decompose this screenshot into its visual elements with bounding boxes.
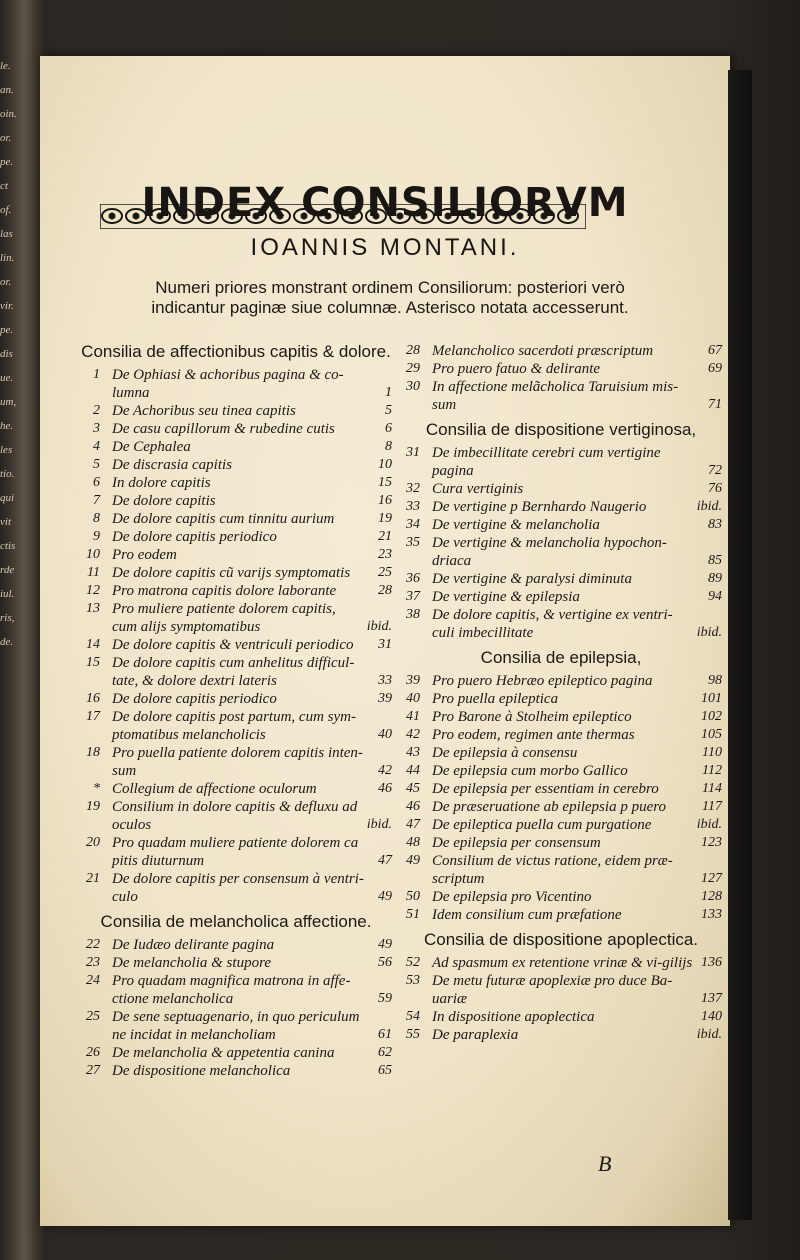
index-entry	[400, 888, 722, 906]
index-entry	[400, 498, 722, 516]
index-entry	[80, 936, 392, 954]
entry-page: 69	[708, 361, 722, 376]
entry-title: De dolore capitis	[112, 493, 216, 509]
entry-page: 102	[701, 709, 722, 724]
entry-title: Pro eodem, regimen ante thermas	[432, 727, 635, 743]
entry-title: Pro Barone à Stolheim epileptico	[432, 709, 632, 725]
entry-page: 15	[378, 475, 392, 490]
index-entry	[400, 672, 722, 690]
entry-number: 46	[406, 799, 420, 814]
entry-title: De epilepsia cum morbo Gallico	[432, 763, 628, 779]
previous-page-fragment: rde	[0, 564, 15, 576]
index-entry	[80, 636, 392, 654]
entry-number: 52	[406, 955, 420, 970]
previous-page-fragment: pe.	[0, 324, 14, 336]
index-entry	[80, 366, 392, 402]
index-entry	[400, 588, 722, 606]
index-entry	[400, 342, 722, 360]
previous-page-fragment: pe.	[0, 156, 14, 168]
entry-page: 133	[701, 907, 722, 922]
entry-number: 31	[406, 445, 420, 460]
index-entry	[400, 972, 722, 1008]
entry-page: 112	[702, 763, 722, 778]
entry-page: 6	[385, 421, 392, 436]
previous-page-fragment: or.	[0, 276, 12, 288]
entry-title: De vertigine & melancholia hypochon-driaca	[432, 535, 667, 569]
index-entry	[80, 600, 392, 636]
entry-title: De dolore capitis periodico	[112, 529, 277, 545]
previous-page-fragment: ue.	[0, 372, 14, 384]
index-entry	[400, 606, 722, 642]
index-title: INDEX CONSILIORVM	[141, 180, 629, 226]
entry-page: 110	[702, 745, 722, 760]
entry-title: Consilium in dolore capitis & defluxu ad oculos	[112, 799, 358, 833]
index-entry	[80, 972, 392, 1008]
entry-page: 71	[708, 397, 722, 412]
right-column	[400, 342, 722, 1044]
entry-title: De dolore capitis post partum, cum sym-ptomatibus melancholicis	[112, 709, 356, 743]
entry-page: 94	[708, 589, 722, 604]
entry-number: 15	[86, 655, 100, 670]
entry-title: De dolore capitis cum tinnitu aurium	[112, 511, 335, 527]
entry-number: 54	[406, 1009, 420, 1024]
entry-number: 5	[93, 457, 100, 472]
index-entry	[80, 438, 392, 456]
entry-number: 49	[406, 853, 420, 868]
index-entry	[400, 516, 722, 534]
entry-number: 50	[406, 889, 420, 904]
entry-number: 11	[87, 565, 100, 580]
index-entry	[80, 690, 392, 708]
entry-number: 42	[406, 727, 420, 742]
entry-title: De præseruatione ab epilepsia p puero	[432, 799, 667, 815]
entry-page: 21	[378, 529, 392, 544]
entry-title: Pro muliere patiente dolorem capitis, cum alijs symptomatibus	[112, 601, 336, 635]
entry-title: De epilepsia per consensum	[432, 835, 601, 851]
entry-page: 39	[378, 691, 392, 706]
previous-page-fragment: de.	[0, 636, 14, 648]
section-heading: Consilia de affectionibus capitis & dolore.	[81, 342, 391, 361]
index-entry	[80, 1062, 392, 1080]
previous-page-fragment: he.	[0, 420, 14, 432]
entry-page: 59	[378, 991, 392, 1006]
index-entry	[400, 798, 722, 816]
entry-page: 83	[708, 517, 722, 532]
entry-title: Pro quadam magnifica matrona in affe-ctione melancholica	[112, 973, 351, 1007]
entry-title: De epilepsia per essentiam in cerebro	[432, 781, 659, 797]
index-entry	[400, 1008, 722, 1026]
entry-title: De dolore capitis cum anhelitus difficul-tate, & dolore dextri lateris	[112, 655, 355, 689]
entry-number: 29	[406, 361, 420, 376]
entry-page: 1	[385, 385, 392, 400]
entry-number: 22	[86, 937, 100, 952]
previous-page-fragment: tio.	[0, 468, 15, 480]
entry-title: De dolore capitis per consensum à ventri-culo	[112, 871, 364, 905]
previous-page-fragment: oin.	[0, 108, 17, 120]
entry-title: De dolore capitis cũ varijs symptomatis	[112, 565, 351, 581]
index-entry	[80, 420, 392, 438]
entry-number: 23	[86, 955, 100, 970]
entry-title: De dolore capitis, & vertigine ex ventri-culi imbecillitate	[432, 607, 673, 641]
entry-number: 25	[86, 1009, 100, 1024]
entry-page: 76	[708, 481, 722, 496]
entry-page: 5	[385, 403, 392, 418]
entry-number: 19	[86, 799, 100, 814]
index-entry	[400, 780, 722, 798]
index-entry	[400, 480, 722, 498]
entry-title: De dolore capitis periodico	[112, 691, 277, 707]
entry-number: 21	[86, 871, 100, 886]
entry-title: De paraplexia	[432, 1027, 519, 1043]
entry-title: De melancholia & appetentia canina	[112, 1045, 335, 1061]
previous-page-fragment: ctis	[0, 540, 16, 552]
entry-number: 41	[406, 709, 420, 724]
section-heading: Consilia de epilepsia,	[480, 648, 642, 667]
previous-page-fragment: las	[0, 228, 13, 240]
entry-page: ibid.	[696, 817, 722, 832]
index-page	[40, 56, 730, 1226]
entry-page: 28	[378, 583, 392, 598]
previous-page-fragment: lin.	[0, 252, 15, 264]
entry-page: 33	[378, 673, 392, 688]
entry-title: De epileptica puella cum purgatione	[432, 817, 652, 833]
entry-number: *	[93, 781, 100, 796]
entry-title: In affectione melãcholica Taruisium mis-sum	[432, 379, 679, 413]
entry-number: 32	[406, 481, 420, 496]
entry-page: ibid.	[696, 625, 722, 640]
entry-number: 51	[406, 907, 420, 922]
index-entry	[80, 1044, 392, 1062]
previous-page-edge	[0, 60, 30, 700]
index-entry	[400, 852, 722, 888]
entry-title: De imbecillitate cerebri cum vertigine pagina	[432, 445, 661, 479]
entry-number: 45	[406, 781, 420, 796]
entry-number: 33	[406, 499, 420, 514]
entry-page: 61	[378, 1027, 392, 1042]
entry-number: 27	[86, 1063, 100, 1078]
entry-page: 101	[701, 691, 722, 706]
entry-title: In dispositione apoplectica	[432, 1009, 595, 1025]
entry-number: 55	[406, 1027, 420, 1042]
index-entry	[400, 726, 722, 744]
entry-number: 9	[93, 529, 100, 544]
previous-page-fragment: les	[0, 444, 13, 456]
intro-note: Numeri priores monstrant ordinem Consiliorum: posteriori verò indicantur paginæ siue columnæ. Asterisco notata accesserunt.	[151, 278, 629, 317]
entry-page: ibid.	[696, 1027, 722, 1042]
entry-title: De vertigine & epilepsia	[432, 589, 580, 605]
entry-page: 56	[378, 955, 392, 970]
entry-number: 39	[406, 673, 420, 688]
entry-page: ibid.	[366, 619, 392, 634]
index-entry	[400, 444, 722, 480]
entry-title: Pro eodem	[112, 547, 177, 563]
previous-page-fragment: um,	[0, 396, 17, 408]
entry-page: 140	[701, 1009, 722, 1024]
index-entry	[80, 510, 392, 528]
entry-title: De casu capillorum & rubedine cutis	[112, 421, 335, 437]
entry-page: 137	[701, 991, 722, 1006]
index-entry	[400, 360, 722, 378]
entry-title: De dispositione melancholica	[112, 1063, 291, 1079]
index-entry	[80, 744, 392, 780]
entry-number: 14	[86, 637, 100, 652]
entry-title: Pro puella epileptica	[432, 691, 559, 707]
entry-number: 8	[93, 511, 100, 526]
entry-title: De discrasia capitis	[112, 457, 232, 473]
left-column	[80, 342, 392, 1080]
entry-title: De Ophiasi & achoribus pagina & co-lumna	[112, 367, 344, 401]
entry-number: 12	[86, 583, 100, 598]
index-entry	[80, 402, 392, 420]
entry-title: De sene septuagenario, in quo periculum ne incidat in melancholiam	[112, 1009, 360, 1043]
previous-page-fragment: qui	[0, 492, 15, 504]
index-entry	[400, 708, 722, 726]
index-entry	[80, 954, 392, 972]
entry-title: De epilepsia à consensu	[432, 745, 578, 761]
entry-number: 48	[406, 835, 420, 850]
entry-title: Collegium de affectione oculorum	[112, 781, 317, 797]
entry-title: Pro puella patiente dolorem capitis inten-sum	[112, 745, 363, 779]
index-entry	[400, 570, 722, 588]
entry-page: 117	[702, 799, 722, 814]
entry-page: 10	[378, 457, 392, 472]
previous-page-fragment: an.	[0, 84, 14, 96]
entry-page: 123	[701, 835, 722, 850]
entry-page: 16	[378, 493, 392, 508]
entry-number: 37	[406, 589, 420, 604]
entry-number: 3	[93, 421, 100, 436]
entry-number: 16	[86, 691, 100, 706]
entry-page: 128	[701, 889, 722, 904]
entry-page: 31	[378, 637, 392, 652]
entry-title: Ad spasmum ex retentione vrinæ & vi-gilijs	[432, 955, 693, 971]
index-entry	[400, 762, 722, 780]
entry-number: 1	[93, 367, 100, 382]
section-heading: Consilia de dispositione vertiginosa,	[425, 420, 697, 439]
index-entry	[80, 780, 392, 798]
entry-number: 13	[86, 601, 100, 616]
entry-number: 53	[406, 973, 420, 988]
entry-page: 67	[708, 343, 722, 358]
entry-page: 47	[378, 853, 392, 868]
index-entry	[80, 528, 392, 546]
previous-page-fragment: ct	[0, 180, 8, 192]
previous-page-fragment: le.	[0, 60, 11, 72]
entry-number: 24	[86, 973, 100, 988]
entry-page: ibid.	[366, 817, 392, 832]
index-entry	[80, 870, 392, 906]
signature-mark: B	[598, 1151, 612, 1176]
index-entry	[80, 582, 392, 600]
entry-number: 2	[93, 403, 100, 418]
entry-number: 10	[86, 547, 100, 562]
entry-number: 6	[93, 475, 100, 490]
entry-title: De epilepsia pro Vicentino	[432, 889, 592, 905]
entry-title: De melancholia & stupore	[112, 955, 272, 971]
entry-number: 30	[406, 379, 420, 394]
index-entry	[400, 744, 722, 762]
entry-title: Pro puero Hebræo epileptico pagina	[432, 673, 653, 689]
entry-page: ibid.	[696, 499, 722, 514]
entry-title: De vertigine & paralysi diminuta	[432, 571, 632, 587]
entry-page: 49	[378, 889, 392, 904]
entry-page: 23	[378, 547, 392, 562]
index-entry	[400, 906, 722, 924]
entry-page: 25	[378, 565, 392, 580]
entry-title: Melancholico sacerdoti præscriptum	[432, 343, 654, 359]
entry-number: 34	[406, 517, 420, 532]
entry-number: 26	[86, 1045, 100, 1060]
entry-title: Idem consilium cum præfatione	[432, 907, 622, 923]
entry-title: Pro quadam muliere patiente dolorem ca pitis diuturnum	[112, 835, 359, 869]
previous-page-fragment: vir.	[0, 300, 14, 312]
index-entry	[400, 816, 722, 834]
previous-page-fragment: of.	[0, 204, 12, 216]
entry-number: 18	[86, 745, 100, 760]
entry-page: 8	[385, 439, 392, 454]
entry-number: 28	[406, 343, 420, 358]
index-entry	[400, 1026, 722, 1044]
index-entry	[80, 654, 392, 690]
previous-page-fragment: dis	[0, 348, 13, 360]
entry-number: 36	[406, 571, 420, 586]
entry-number: 20	[86, 835, 100, 850]
entry-page: 19	[378, 511, 392, 526]
index-entry	[80, 708, 392, 744]
section-heading: Consilia de melancholica affectione.	[100, 912, 372, 931]
entry-page: 114	[702, 781, 722, 796]
index-entry	[400, 534, 722, 570]
entry-page: 105	[701, 727, 722, 742]
entry-title: Pro matrona capitis dolore laborante	[112, 583, 337, 599]
entry-number: 35	[406, 535, 420, 550]
entry-number: 47	[406, 817, 420, 832]
entry-page: 127	[701, 871, 722, 886]
previous-page-fragment: or.	[0, 132, 12, 144]
entry-number: 43	[406, 745, 420, 760]
entry-page: 49	[378, 937, 392, 952]
entry-page: 40	[378, 727, 392, 742]
index-entry	[80, 834, 392, 870]
index-entry	[80, 474, 392, 492]
entry-title: De Iudæo delirante pagina	[112, 937, 275, 953]
entry-page: 98	[708, 673, 722, 688]
book-edge-shadow	[728, 70, 752, 1220]
entry-number: 38	[406, 607, 420, 622]
index-entry	[400, 954, 722, 972]
previous-page-fragment: iul.	[0, 588, 15, 600]
index-entry	[80, 1008, 392, 1044]
index-entry	[400, 378, 722, 414]
entry-title: De Cephalea	[112, 439, 191, 455]
entry-page: 136	[701, 955, 722, 970]
index-entry	[80, 456, 392, 474]
entry-page: 89	[708, 571, 722, 586]
index-entry	[80, 492, 392, 510]
index-entry	[80, 798, 392, 834]
entry-page: 46	[378, 781, 392, 796]
entry-title: De vertigine p Bernhardo Naugerio	[432, 499, 647, 515]
index-entry	[400, 690, 722, 708]
index-entry	[400, 834, 722, 852]
entry-title: Cura vertiginis	[432, 481, 524, 497]
entry-title: In dolore capitis	[112, 475, 211, 491]
index-entry	[80, 546, 392, 564]
entry-page: 65	[378, 1063, 392, 1078]
entry-title: Consilium de victus ratione, eidem præ-scriptum	[432, 853, 673, 887]
entry-page: 72	[708, 463, 722, 478]
entry-page: 85	[708, 553, 722, 568]
author-name: IOANNIS MONTANI.	[250, 234, 520, 261]
previous-page-fragment: vit	[0, 516, 11, 528]
entry-title: Pro puero fatuo & delirante	[432, 361, 601, 377]
entry-title: De dolore capitis & ventriculi periodico	[112, 637, 354, 653]
entry-page: 62	[378, 1045, 392, 1060]
entry-number: 17	[86, 709, 100, 724]
entry-page: 42	[378, 763, 392, 778]
entry-number: 4	[93, 439, 100, 454]
index-entry	[80, 564, 392, 582]
previous-page-fragment: ris,	[0, 612, 15, 624]
entry-title: De Achoribus seu tinea capitis	[112, 403, 296, 419]
section-heading: Consilia de dispositione apoplectica.	[423, 930, 699, 949]
entry-title: De vertigine & melancholia	[432, 517, 600, 533]
entry-number: 40	[406, 691, 420, 706]
entry-number: 44	[406, 763, 420, 778]
entry-title: De metu futuræ apoplexiæ pro duce Ba-uariæ	[432, 973, 673, 1007]
entry-number: 7	[93, 493, 100, 508]
